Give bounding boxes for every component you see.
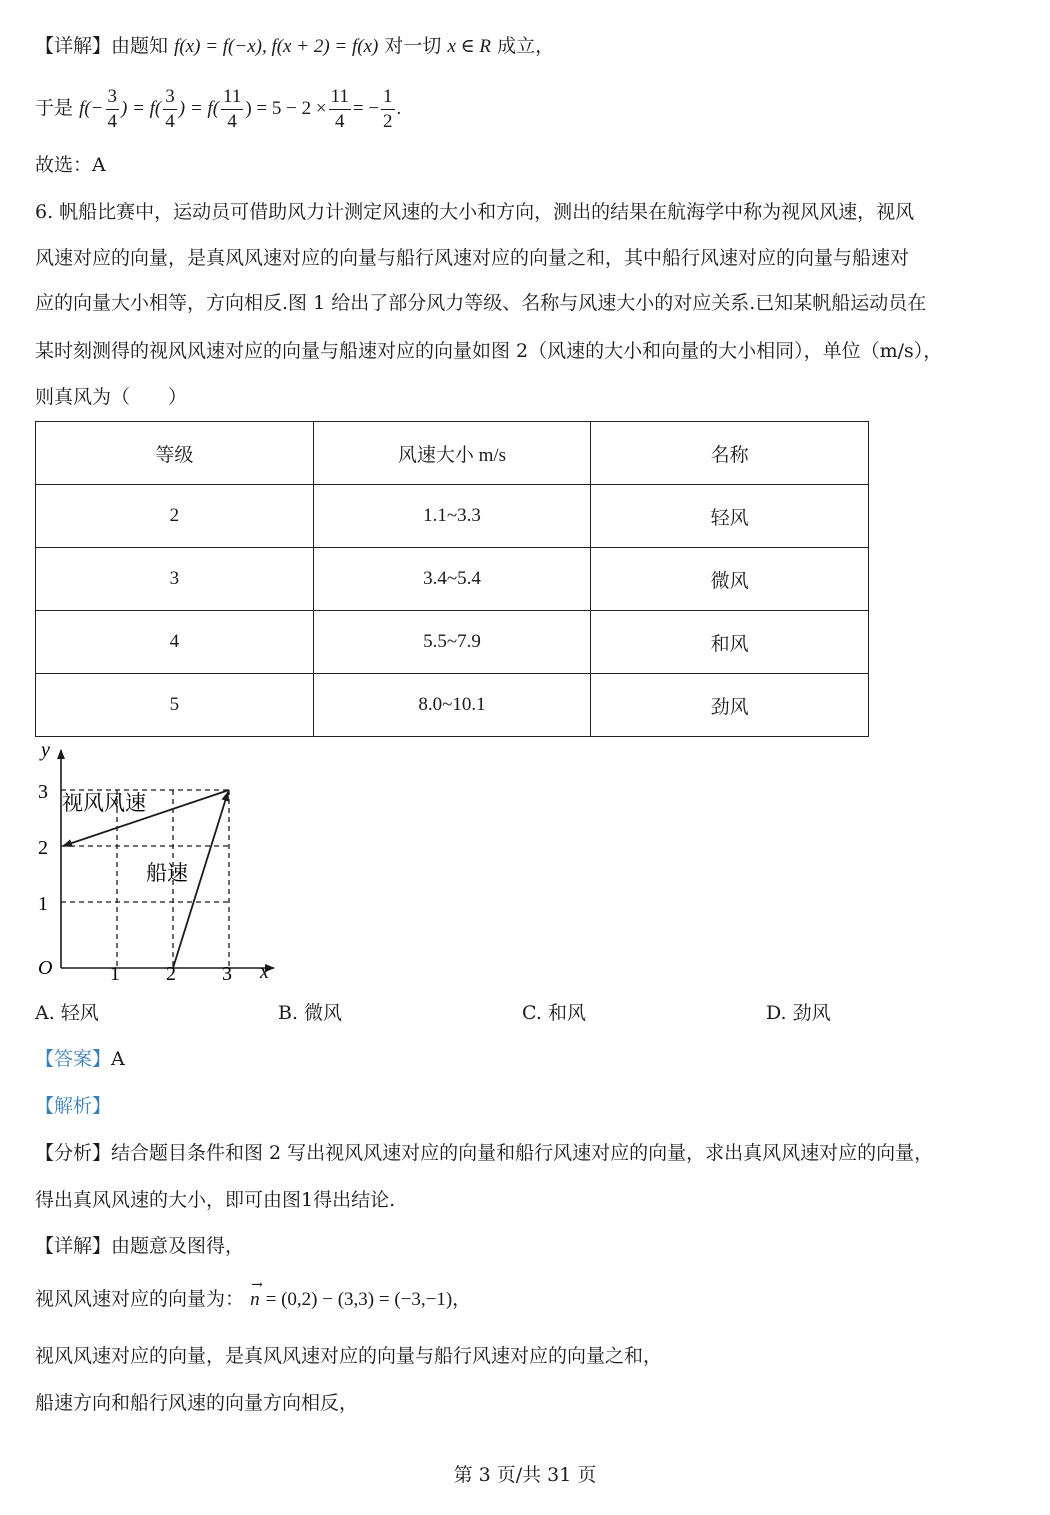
so-text: 于是: [35, 97, 74, 119]
xiangjie-tag: 【详解】: [35, 1235, 112, 1257]
fenxi-line-1: [35, 1140, 933, 1166]
x-axis-label: x: [260, 961, 269, 983]
choose-line: 故选：A: [35, 154, 106, 176]
y-tick-label: 2: [38, 837, 48, 859]
table-cell: 1.1~3.3: [313, 485, 591, 548]
fenxi-line-2: 得出真风风速的大小，即可由图1得出结论.: [35, 1189, 396, 1211]
question-line-4: 某时刻测得的视风风速对应的向量与船速对应的向量如图 2（风速的大小和向量的大小相同），单位（m/s），: [35, 340, 943, 362]
eq-part-4: ) = 5 − 2 ×: [245, 98, 327, 119]
fenxi-text-1: 结合题目条件和图 2 写出视风风速对应的向量和船行风速对应的向量，求出真风风速对应的向量，: [111, 1142, 934, 1164]
table-header-cell: 名称: [591, 422, 869, 485]
y-tick-label: 3: [38, 781, 48, 803]
detail-text-3: 成立，: [497, 35, 555, 57]
option-c: C. 和风: [522, 1002, 586, 1024]
answer-tag: 【答案】: [35, 1048, 112, 1070]
vector-arrow-icon: →: [251, 1277, 263, 1293]
eq-part-5: = −: [352, 98, 380, 119]
table-cell: 2: [36, 485, 314, 548]
table-cell: 和风: [591, 611, 869, 674]
detail-tag: 【详解】: [35, 35, 112, 57]
vector-line: [35, 1277, 472, 1313]
table-header-row: [36, 422, 869, 485]
table-cell: 微风: [591, 548, 869, 611]
option-d: D. 劲风: [766, 1002, 831, 1024]
detail-line-1: [35, 33, 554, 60]
origin-label: O: [38, 957, 53, 979]
x-tick-label: 3: [222, 963, 232, 985]
table-cell: 8.0~10.1: [313, 674, 591, 737]
vector-line-text: 视风风速对应的向量为：: [35, 1288, 245, 1310]
page-footer: 第 3 页/共 31 页: [453, 1464, 597, 1486]
direction-line: 船速方向和船行风速的向量方向相反，: [35, 1392, 359, 1414]
option-b: B. 微风: [278, 1002, 343, 1024]
eq-part-2: ) = f(: [121, 98, 162, 119]
vector-end: ，: [452, 1288, 472, 1310]
vector-n: [250, 1277, 263, 1313]
function-equation: f(x) = f(−x), f(x + 2) = f(x): [174, 36, 379, 57]
table-cell: 3: [36, 548, 314, 611]
table-cell: 4: [36, 611, 314, 674]
table-cell: 轻风: [591, 485, 869, 548]
eq-part-1: f(−: [79, 98, 104, 119]
x-in-r: x ∈ R: [447, 36, 492, 57]
question-line-2: 风速对应的向量，是真风风速对应的向量与船行风速对应的向量之和，其中船行风速对应的向量与船速对: [35, 247, 910, 269]
table-row: [36, 485, 869, 548]
table-cell: 5.5~7.9: [313, 611, 591, 674]
eq-part-3: ) = f(: [178, 98, 220, 119]
fenxi-tag: 【分析】: [35, 1142, 112, 1164]
table-header-cell: 风速大小 m/s: [313, 422, 591, 485]
question-line-3: 应的向量大小相等，方向相反.图 1 给出了部分风力等级、名称与风速大小的对应关系.已知某帆船运动员在: [35, 292, 927, 314]
fraction-11-4-b: $\frac{11}{4}$: [330, 85, 349, 132]
x-tick-label: 2: [166, 963, 176, 985]
vector-equation: = (0,2) − (3,3) = (−3,−1): [265, 1289, 453, 1310]
boat-speed-label: 船速: [146, 861, 188, 885]
detail-text-2: 对一切: [384, 35, 442, 57]
analysis-tag: 【解析】: [35, 1095, 112, 1117]
table-row: [36, 611, 869, 674]
table-cell: 劲风: [591, 674, 869, 737]
answer-line: [35, 1046, 125, 1072]
table-row: [36, 674, 869, 737]
fraction-11-4: $\frac{11}{4}$: [223, 85, 242, 132]
answer-value: A: [111, 1048, 125, 1070]
fraction-3-4-b: $\frac{3}{4}$: [165, 85, 175, 132]
table-cell: 5: [36, 674, 314, 737]
vector-name: n: [250, 1289, 260, 1310]
eq-end: .: [396, 98, 402, 119]
question-line-5: 则真风为（ ）: [35, 386, 188, 408]
x-tick-label: 1: [110, 963, 120, 985]
sum-line: 视风风速对应的向量，是真风风速对应的向量与船行风速对应的向量之和，: [35, 1345, 663, 1367]
fraction-1-2: $\frac{1}{2}$: [383, 85, 393, 132]
table-row: [36, 548, 869, 611]
vector-diagram: [28, 738, 288, 988]
xiangjie-line: [35, 1233, 244, 1259]
question-line-1: 6. 帆船比赛中，运动员可借助风力计测定风速的大小和方向，测出的结果在航海学中称为视风风速，视风: [35, 201, 915, 223]
table-header-cell: 等级: [36, 422, 314, 485]
evaluation-equation: [35, 82, 401, 135]
table-cell: 3.4~5.4: [313, 548, 591, 611]
option-a: A. 轻风: [35, 1002, 99, 1024]
y-axis-label: y: [41, 739, 50, 761]
fraction-3-4: $\frac{3}{4}$: [107, 85, 117, 132]
wind-grade-table: [35, 421, 869, 737]
xiangjie-text: 由题意及图得，: [111, 1235, 245, 1257]
apparent-wind-label: 视风风速: [62, 791, 146, 815]
detail-text-1: 由题知: [111, 35, 169, 57]
y-tick-label: 1: [38, 893, 48, 915]
